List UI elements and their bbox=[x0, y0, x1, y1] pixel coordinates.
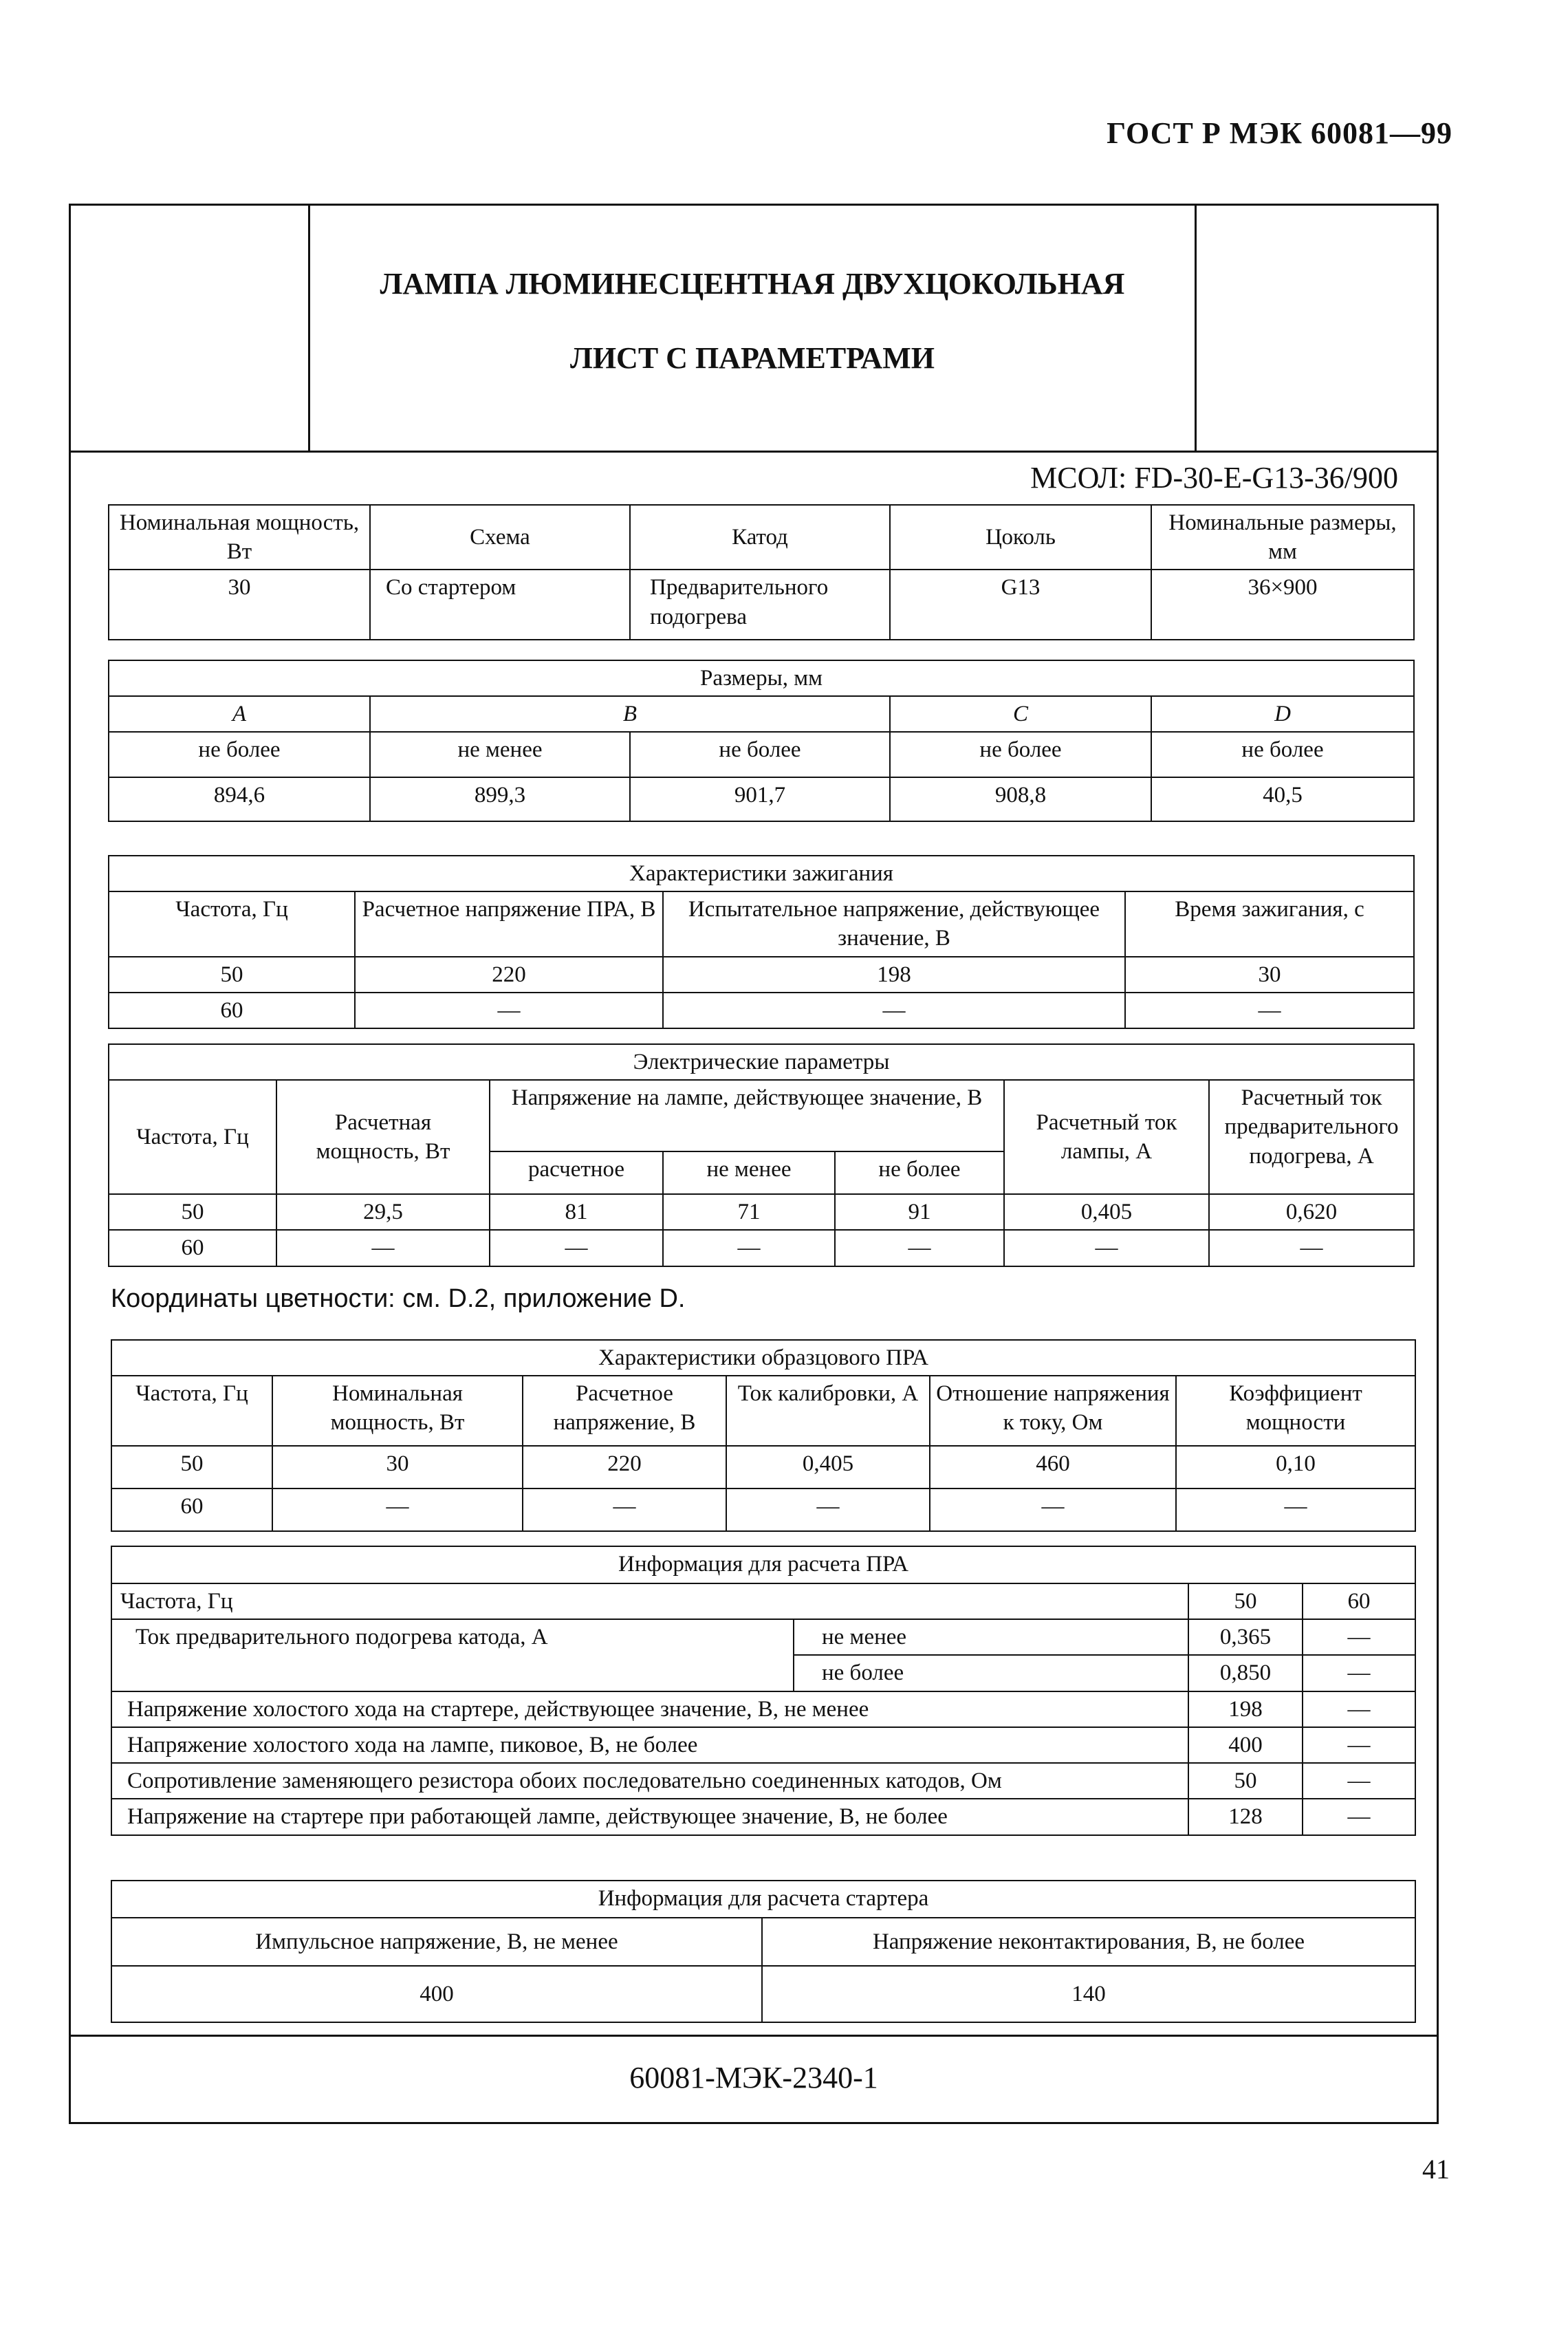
header-cell: Отношение напряжения к току, Ом bbox=[930, 1376, 1176, 1446]
value-cell: 0,10 bbox=[1176, 1446, 1415, 1489]
value-cell: — bbox=[1303, 1727, 1415, 1763]
value-cell: — bbox=[726, 1489, 930, 1531]
value-cell: 908,8 bbox=[890, 777, 1151, 821]
value-cell: 400 bbox=[1188, 1727, 1303, 1763]
table-title: Электрические параметры bbox=[109, 1044, 1414, 1080]
sheet-title: ЛАМПА ЛЮМИНЕСЦЕНТНАЯ ДВУХЦОКОЛЬНАЯ bbox=[380, 267, 1125, 301]
limit-cell: не более bbox=[630, 732, 890, 777]
header-cell: Схема bbox=[370, 505, 630, 570]
dimensions-table bbox=[108, 660, 1415, 822]
value-cell: 0,365 bbox=[1188, 1619, 1303, 1655]
value-cell: — bbox=[1303, 1619, 1415, 1655]
value-cell: 220 bbox=[523, 1446, 726, 1489]
table-title: Информация для расчета стартера bbox=[111, 1881, 1415, 1918]
header-cell: Номинальные размеры, мм bbox=[1151, 505, 1414, 570]
value-cell: 0,620 bbox=[1209, 1194, 1414, 1230]
value-cell: 140 bbox=[762, 1966, 1415, 2022]
header-cell: Расчетное напряжение ПРА, В bbox=[355, 891, 663, 956]
header-cell: Номинальная мощность, Вт bbox=[109, 505, 370, 570]
header-cell: Расчетный ток предварительного подогрева, А bbox=[1209, 1080, 1414, 1194]
value-cell: Предварительного подогрева bbox=[630, 570, 890, 640]
value-cell: 30 bbox=[109, 570, 370, 640]
value-cell: — bbox=[355, 993, 663, 1028]
header-cell: Напряжение неконтактирования, В, не более bbox=[762, 1918, 1415, 1966]
header-cell: Расчетное напряжение, В bbox=[523, 1376, 726, 1446]
header-cell: Частота, Гц bbox=[109, 891, 355, 956]
value-cell: — bbox=[930, 1489, 1176, 1531]
value-cell: 400 bbox=[111, 1966, 762, 2022]
sheet-footer bbox=[71, 2035, 1437, 2122]
row-label: Напряжение холостого хода на стартере, действующее значение, В, не менее bbox=[111, 1691, 1188, 1727]
value-cell: — bbox=[1303, 1799, 1415, 1834]
value-cell: 60 bbox=[111, 1489, 272, 1531]
value-cell: 220 bbox=[355, 957, 663, 993]
header-cell: Цоколь bbox=[890, 505, 1151, 570]
value-cell: 198 bbox=[663, 957, 1125, 993]
basic-parameters-table bbox=[108, 504, 1415, 640]
limit-cell: не более bbox=[794, 1655, 1188, 1691]
value-cell: 29,5 bbox=[276, 1194, 490, 1230]
value-cell: 899,3 bbox=[370, 777, 630, 821]
value-cell: 60 bbox=[109, 993, 355, 1028]
value-cell: — bbox=[276, 1230, 490, 1266]
dimension-letter: A bbox=[109, 696, 370, 732]
value-cell: 901,7 bbox=[630, 777, 890, 821]
value-cell: 50 bbox=[109, 1194, 276, 1230]
value-cell: — bbox=[1176, 1489, 1415, 1531]
ballast-design-table bbox=[111, 1546, 1416, 1836]
header-cell: Коэффициент мощности bbox=[1176, 1376, 1415, 1446]
sheet-header bbox=[71, 206, 1437, 453]
header-cell: Напряжение на лампе, действующее значение, В bbox=[490, 1080, 1004, 1151]
value-cell: 0,405 bbox=[1004, 1194, 1209, 1230]
value-cell: 36×900 bbox=[1151, 570, 1414, 640]
value-cell: — bbox=[272, 1489, 523, 1531]
value-cell: — bbox=[490, 1230, 663, 1266]
limit-cell: не более bbox=[1151, 732, 1414, 777]
standard-code: ГОСТ Р МЭК 60081—99 bbox=[1107, 116, 1452, 150]
table-title: Информация для расчета ПРА bbox=[111, 1546, 1415, 1583]
starter-design-table bbox=[111, 1880, 1416, 2023]
electrical-table bbox=[108, 1043, 1415, 1267]
value-cell: 0,405 bbox=[726, 1446, 930, 1489]
header-cell: Номинальная мощность, Вт bbox=[272, 1376, 523, 1446]
value-cell: 30 bbox=[272, 1446, 523, 1489]
header-cell: Расчетная мощность, Вт bbox=[276, 1080, 490, 1194]
value-cell: 50 bbox=[111, 1446, 272, 1489]
dimension-letter: B bbox=[370, 696, 890, 732]
value-cell: 60 bbox=[109, 1230, 276, 1266]
header-cell: Частота, Гц bbox=[109, 1080, 276, 1194]
value-cell: — bbox=[1303, 1691, 1415, 1727]
row-label: Напряжение на стартере при работающей лампе, действующее значение, В, не более bbox=[111, 1799, 1188, 1834]
row-label: Частота, Гц bbox=[111, 1583, 1188, 1619]
value-cell: 71 bbox=[663, 1194, 835, 1230]
value-cell: 894,6 bbox=[109, 777, 370, 821]
sheet-subtitle: ЛИСТ С ПАРАМЕТРАМИ bbox=[570, 341, 935, 375]
row-label: Напряжение холостого хода на лампе, пиковое, В, не более bbox=[111, 1727, 1188, 1763]
value-cell: — bbox=[523, 1489, 726, 1531]
table-title: Характеристики образцового ПРА bbox=[111, 1340, 1415, 1376]
value-cell: — bbox=[835, 1230, 1004, 1266]
parameter-sheet-frame bbox=[69, 204, 1439, 2124]
value-cell: 198 bbox=[1188, 1691, 1303, 1727]
sheet-number: 60081-МЭК-2340-1 bbox=[629, 2061, 878, 2094]
header-cell: Импульсное напряжение, В, не менее bbox=[111, 1918, 762, 1966]
value-cell: 50 bbox=[1188, 1583, 1303, 1619]
lamp-designation: МСОЛ: FD-30-E-G13-36/900 bbox=[1030, 461, 1398, 495]
value-cell: — bbox=[1303, 1655, 1415, 1691]
value-cell: 40,5 bbox=[1151, 777, 1414, 821]
row-label: Сопротивление заменяющего резистора обоих последовательно соединенных катодов, Ом bbox=[111, 1763, 1188, 1799]
limit-cell: не менее bbox=[794, 1619, 1188, 1655]
header-cell: не менее bbox=[663, 1151, 835, 1194]
ignition-table bbox=[108, 855, 1415, 1029]
limit-cell: не более bbox=[109, 732, 370, 777]
header-cell: Расчетный ток лампы, А bbox=[1004, 1080, 1209, 1194]
value-cell: — bbox=[663, 1230, 835, 1266]
header-cell: Частота, Гц bbox=[111, 1376, 272, 1446]
chromaticity-note: Координаты цветности: см. D.2, приложение D. bbox=[111, 1284, 686, 1313]
value-cell: 50 bbox=[109, 957, 355, 993]
value-cell: — bbox=[1303, 1763, 1415, 1799]
header-cell: Испытательное напряжение, действующее значение, В bbox=[663, 891, 1125, 956]
header-right-cell bbox=[1195, 206, 1437, 451]
header-left-cell bbox=[71, 206, 310, 451]
value-cell: 30 bbox=[1125, 957, 1414, 993]
value-cell: — bbox=[1209, 1230, 1414, 1266]
value-cell: — bbox=[1004, 1230, 1209, 1266]
header-cell: Время зажигания, с bbox=[1125, 891, 1414, 956]
value-cell: 0,850 bbox=[1188, 1655, 1303, 1691]
value-cell: G13 bbox=[890, 570, 1151, 640]
limit-cell: не менее bbox=[370, 732, 630, 777]
row-label: Ток предварительного подогрева катода, А bbox=[111, 1619, 794, 1691]
value-cell: 91 bbox=[835, 1194, 1004, 1230]
page-number: 41 bbox=[1422, 2154, 1450, 2185]
value-cell: Со стартером bbox=[370, 570, 630, 640]
value-cell: 81 bbox=[490, 1194, 663, 1230]
reference-ballast-table bbox=[111, 1339, 1416, 1532]
value-cell: 60 bbox=[1303, 1583, 1415, 1619]
value-cell: 460 bbox=[930, 1446, 1176, 1489]
value-cell: 50 bbox=[1188, 1763, 1303, 1799]
value-cell: — bbox=[1125, 993, 1414, 1028]
header-cell: не более bbox=[835, 1151, 1004, 1194]
header-cell: расчетное bbox=[490, 1151, 663, 1194]
header-cell: Ток калибровки, А bbox=[726, 1376, 930, 1446]
dimension-letter: D bbox=[1151, 696, 1414, 732]
value-cell: 128 bbox=[1188, 1799, 1303, 1834]
table-title: Характеристики зажигания bbox=[109, 856, 1414, 891]
limit-cell: не более bbox=[890, 732, 1151, 777]
value-cell: — bbox=[663, 993, 1125, 1028]
header-cell: Катод bbox=[630, 505, 890, 570]
dimension-letter: C bbox=[890, 696, 1151, 732]
table-title: Размеры, мм bbox=[109, 660, 1414, 696]
